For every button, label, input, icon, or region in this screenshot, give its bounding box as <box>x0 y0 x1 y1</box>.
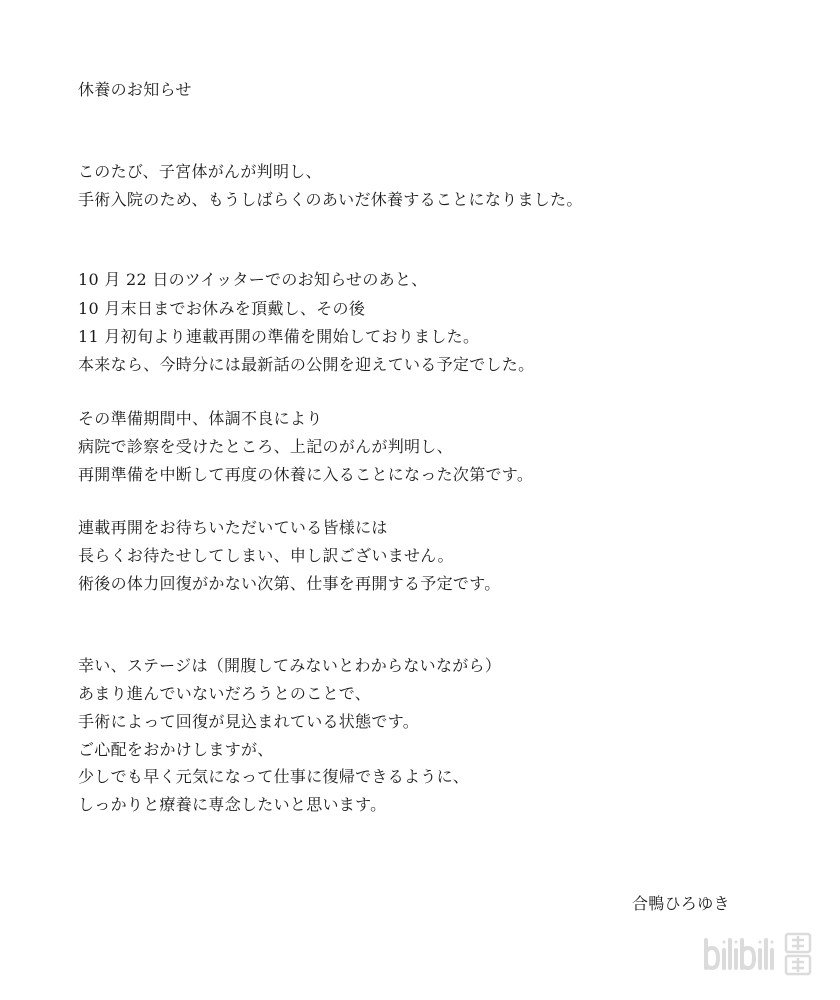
paragraph-5-line-6: しっかりと療養に専念したいと思います。 <box>78 795 387 814</box>
paragraph-2-line-2: 10 月末日までお休みを頂戴し、その後 <box>78 299 366 318</box>
paragraph-2-line-1: 10 月 22 日のツイッターでのお知らせのあと、 <box>78 270 428 289</box>
paragraph-3-line-2: 病院で診察を受けたところ、上記のがんが判明し、 <box>78 437 453 456</box>
paragraph-2-line-4: 本来なら、今時分には最新話の公開を迎えている予定でした。 <box>78 355 535 374</box>
paragraph-4-line-1: 連載再開をお待ちいただいている皆様には <box>78 518 388 537</box>
paragraph-4-line-2: 長らくお待たせしてしまい、申し訳ございません。 <box>78 546 454 565</box>
paragraph-5-line-1: 幸い、ステージは（開腹してみないとわからないながら） <box>78 656 502 675</box>
paragraph-3-line-3: 再開準備を中断して再度の休養に入ることになった次第です。 <box>78 465 534 484</box>
paragraph-3-line-1: その準備期間中、体調不良により <box>78 409 323 428</box>
paragraph-1-line-1: このたび、子宮体がんが判明し、 <box>78 162 322 181</box>
author-signature: 合鴨ひろゆき <box>632 894 730 913</box>
paragraph-1-line-2: 手術入院のため、もうしばらくのあいだ休養することになりました。 <box>78 190 583 209</box>
paragraph-5-line-2: あまり進んでいないだろうとのことで、 <box>78 684 372 703</box>
paragraph-5-line-3: 手術によって回復が見込まれている状態です。 <box>78 712 420 731</box>
paragraph-2-line-3: 11 月初旬より連載再開の準備を開始しておりました。 <box>78 327 480 346</box>
paragraph-5-line-5: 少しでも早く元気になって仕事に復帰できるように、 <box>78 767 470 786</box>
document-title: 休養のお知らせ <box>78 80 192 99</box>
paragraph-4-line-3: 術後の体力回復がかない次第、仕事を再開する予定です。 <box>78 574 501 593</box>
paragraph-5-line-4: ご心配をおかけしますが、 <box>78 740 274 759</box>
bilibili-manga-watermark-logo <box>700 928 820 978</box>
